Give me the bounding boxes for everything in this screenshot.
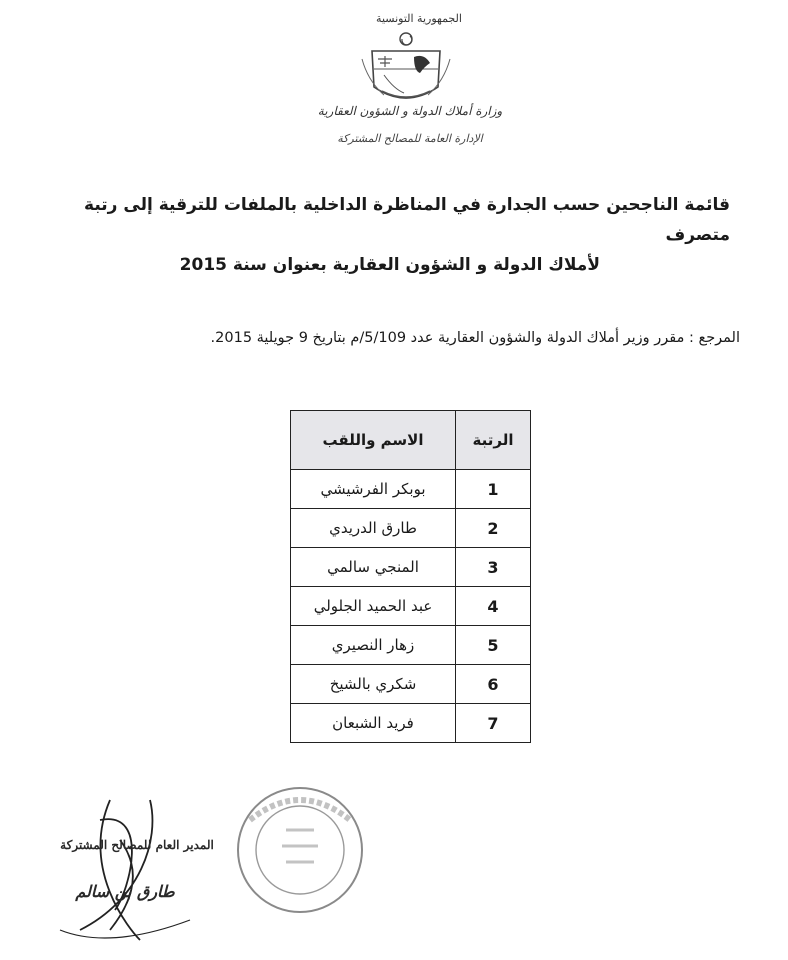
rank-cell: 6	[456, 665, 531, 704]
rank-header: الرتبة	[456, 411, 531, 470]
table-row	[291, 470, 531, 509]
table-row	[291, 665, 531, 704]
name-cell: طارق الدريدي	[291, 509, 456, 548]
table-header-row	[291, 411, 531, 470]
rank-cell: 4	[456, 587, 531, 626]
republic-label: الجمهورية التونسية	[376, 12, 462, 25]
name-header: الاسم واللقب	[291, 411, 456, 470]
table-row	[291, 509, 531, 548]
name-cell: فريد الشبعان	[291, 704, 456, 743]
rank-cell: 2	[456, 509, 531, 548]
signatory-title: المدير العام للمصالح المشتركة	[60, 838, 214, 852]
title-line-1: قائمة الناجحين حسب الجدارة في المناظرة الداخلية بالملفات للترقية إلى رتبة متصرف	[84, 195, 730, 245]
ministry-name: وزارة أملاك الدولة و الشؤون العقارية	[317, 104, 503, 118]
table-row	[291, 626, 531, 665]
name-cell: عبد الحميد الجلولي	[291, 587, 456, 626]
name-cell: زهار النصيري	[291, 626, 456, 665]
coat-of-arms-icon	[358, 29, 454, 107]
reference-line: المرجع : مقرر وزير أملاك الدولة والشؤون العقارية عدد 5/109/م بتاريخ 9 جويلية 2015.	[210, 330, 740, 346]
rank-cell: 3	[456, 548, 531, 587]
rank-cell: 7	[456, 704, 531, 743]
document-title	[70, 190, 730, 280]
title-line-2: لأملاك الدولة و الشؤون العقارية بعنوان سنة 2015	[179, 255, 600, 275]
winners-table	[290, 410, 531, 743]
table-row	[291, 548, 531, 587]
rank-cell: 5	[456, 626, 531, 665]
signatory-name: طارق بن سالم	[75, 882, 175, 901]
directorate-name: الإدارة العامة للمصالح المشتركة	[337, 132, 483, 145]
stamp-signature-area	[20, 780, 400, 950]
name-cell: المنجي سالمي	[291, 548, 456, 587]
table-row	[291, 704, 531, 743]
letterhead	[290, 12, 530, 107]
name-cell: شكري بالشيخ	[291, 665, 456, 704]
rank-cell: 1	[456, 470, 531, 509]
name-cell: بوبكر الفرشيشي	[291, 470, 456, 509]
official-stamp-icon	[20, 780, 400, 950]
table-row	[291, 587, 531, 626]
